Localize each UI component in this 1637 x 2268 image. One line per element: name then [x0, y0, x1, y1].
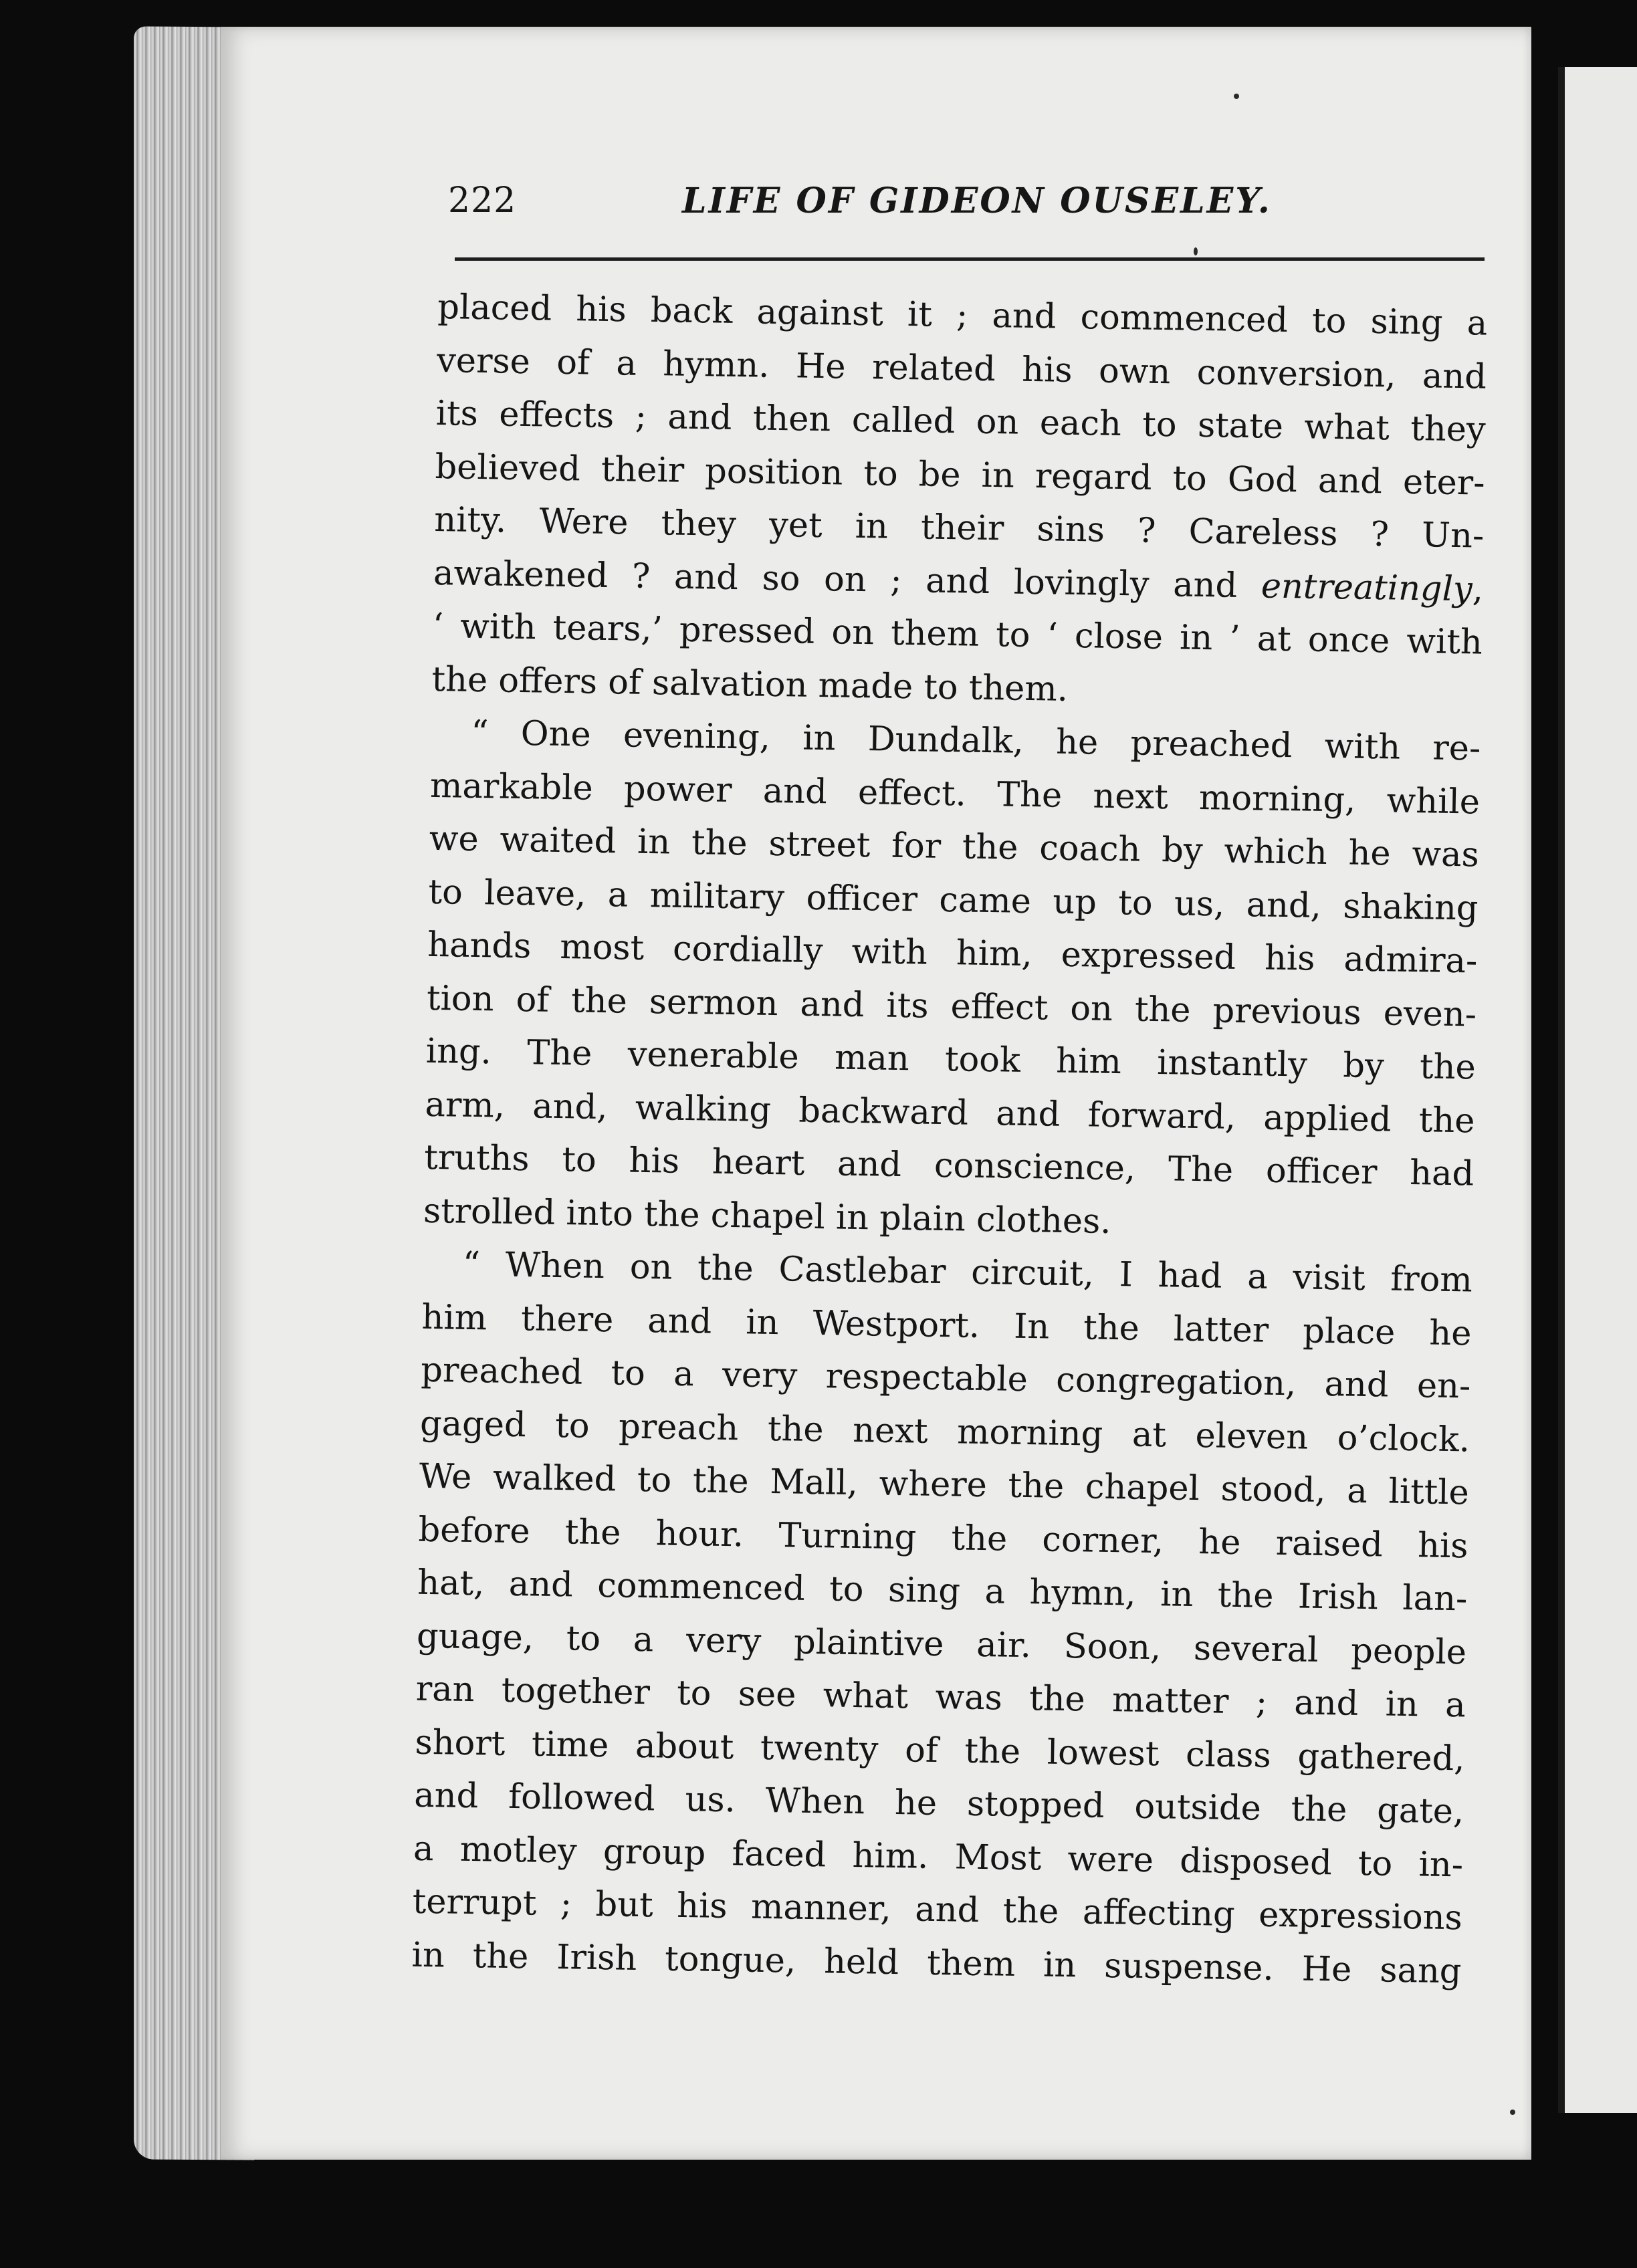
text-line: we waited in the street for the coach by which he was — [429, 818, 1480, 875]
page-header — [435, 181, 1491, 241]
text-line: ran together to see what was the matter ; and in a — [415, 1669, 1466, 1726]
text-line: believed their position to be in regard to God and eter- — [435, 447, 1485, 503]
text-line: nity. Were they yet in their sins ? Careless ? Un- — [433, 499, 1485, 556]
facing-page-edge — [1558, 67, 1637, 2113]
text-line: arm, and, walking backward and forward, applied the — [425, 1085, 1475, 1141]
text-line: the offers of salvation made to them. — [431, 659, 1069, 709]
text-line: its effects ; and then called on each to state what they — [435, 393, 1487, 450]
text-line: ing. The venerable man took him instantly by the — [425, 1031, 1477, 1088]
text-line: in the Irish tongue, held them in suspense. He sang — [411, 1935, 1462, 1991]
scan-speck — [1234, 94, 1239, 99]
text-line: and followed us. When he stopped outside the gate, — [413, 1775, 1464, 1832]
text-line: placed his back against it ; and commenced to sing a — [437, 287, 1488, 344]
text-line: tion of the sermon and its effect on the previous even- — [426, 978, 1477, 1035]
paragraph — [423, 706, 1481, 1254]
running-title: LIFE OF GIDEON OUSELEY. — [682, 181, 1272, 221]
text-line: to leave, a military officer came up to us, and, shaking — [428, 872, 1479, 929]
text-line: gaged to preach the next morning at eleven o’clock. — [419, 1403, 1470, 1460]
emphasized-word: entreatingly — [1261, 566, 1473, 609]
text-line: ‘ with tears,’ pressed on them to ‘ close in ’ at once with — [432, 606, 1483, 663]
text-line: “ One evening, in Dundalk, he preached with re- — [470, 713, 1481, 769]
text-line: markable power and effect. The next morning, while — [429, 766, 1481, 822]
text-line: guage, to a very plaintive air. Soon, several people — [416, 1616, 1467, 1672]
body-text — [411, 281, 1488, 1998]
text-line: before the hour. Turning the corner, he raised his — [418, 1510, 1468, 1566]
text-line: terrupt ; but his manner, and the affecting expressions — [412, 1882, 1463, 1938]
text-line: verse of a hymn. He related his own conversion, and — [436, 340, 1487, 397]
text-line: We walked to the Mall, where the chapel stood, a little — [419, 1456, 1470, 1513]
text-line: a motley group faced him. Most were disposed to in- — [413, 1829, 1464, 1885]
text-line: hands most cordially with him, expressed his admira- — [427, 925, 1478, 982]
text-line: strolled into the chapel in plain clothes. — [423, 1191, 1111, 1242]
text-line: him there and in Westport. In the latter place he — [421, 1297, 1472, 1353]
text-line: preached to a very respectable congregation, and en- — [420, 1350, 1471, 1407]
text-line: “ When on the Castlebar circuit, I had a visit from — [462, 1244, 1473, 1300]
scan-speck — [1194, 247, 1198, 255]
paragraph — [411, 1238, 1472, 1999]
text-line: truths to his heart and conscience, The officer had — [423, 1137, 1475, 1194]
page-number: 222 — [448, 181, 517, 221]
paragraph — [431, 281, 1488, 723]
scan-speck — [1510, 2110, 1515, 2115]
text-line: short time about twenty of the lowest class gathered, — [415, 1722, 1465, 1779]
text-line: awakened ? and so on ; and lovingly and entreatingly, — [433, 553, 1484, 610]
text-line: hat, and commenced to sing a hymn, in the Irish lan- — [417, 1563, 1468, 1619]
header-rule — [455, 257, 1485, 261]
